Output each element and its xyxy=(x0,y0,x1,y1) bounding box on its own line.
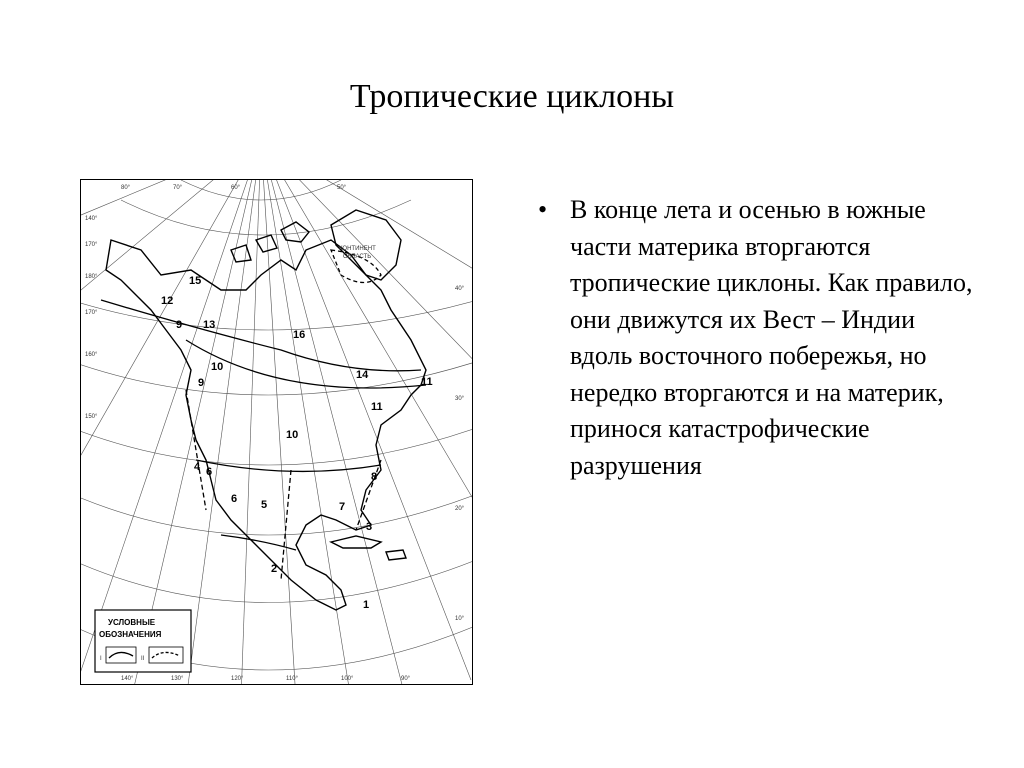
tick-label: 100° xyxy=(341,676,354,682)
region-number: 12 xyxy=(161,295,174,307)
continent-label-line2: ОБЛАСТЬ xyxy=(343,254,372,260)
tick-label: 90° xyxy=(401,676,411,682)
region-number: 6 xyxy=(231,493,238,505)
region-number: 16 xyxy=(293,329,306,341)
region-number: 7 xyxy=(339,501,346,513)
region-numbers xyxy=(161,275,433,611)
region-number: 4 xyxy=(194,461,201,473)
bullet-text: В конце лета и осенью в южные части материка вторгаются тропические циклоны. Как правило, они движутся их Вест – Индии вдоль восточного побережья, но нередко вторгаются и на материк, принося катастрофические разрушения xyxy=(570,195,973,480)
tick-label: 40° xyxy=(455,286,465,292)
tick-label: 70° xyxy=(173,185,183,191)
tick-label: 170° xyxy=(85,310,98,316)
region-number: 9 xyxy=(198,377,205,389)
tick-label: 50° xyxy=(337,185,347,191)
graticule xyxy=(81,180,472,684)
tick-labels xyxy=(85,185,465,682)
map-drawing xyxy=(81,180,472,684)
map-legend xyxy=(95,610,191,672)
tick-label: 180° xyxy=(85,274,98,280)
zone-boundaries xyxy=(101,250,426,580)
tick-label: 10° xyxy=(455,616,465,622)
continent-label-line1: КОНТИНЕНТ xyxy=(339,246,376,252)
region-number: 5 xyxy=(261,499,268,511)
tick-label: 30° xyxy=(455,396,465,402)
tick-label: 130° xyxy=(171,676,184,682)
region-number: 11 xyxy=(421,376,433,388)
tick-label: 160° xyxy=(85,352,98,358)
region-number: 6 xyxy=(206,466,213,478)
region-number: 10 xyxy=(211,361,224,373)
bullet-point xyxy=(538,192,978,484)
tick-label: 60° xyxy=(231,185,241,191)
tick-label: 140° xyxy=(85,216,98,222)
tick-label: 80° xyxy=(121,185,131,191)
region-number: 1 xyxy=(363,599,370,611)
tick-label: 20° xyxy=(455,506,465,512)
tick-label: 140° xyxy=(121,676,134,682)
legend-item2-marker: II xyxy=(141,656,145,662)
tick-label: 120° xyxy=(231,676,244,682)
region-number: 10 xyxy=(286,429,299,441)
tick-label: 170° xyxy=(85,242,98,248)
region-number: 11 xyxy=(371,401,383,413)
region-number: 13 xyxy=(203,319,216,331)
region-number: 8 xyxy=(371,471,378,483)
tick-label: 110° xyxy=(286,676,298,682)
region-number: 2 xyxy=(271,563,278,575)
region-number: 9 xyxy=(176,319,183,331)
bullet-marker: • xyxy=(538,195,548,224)
region-number: 3 xyxy=(366,521,373,533)
slide-title: Тропические циклоны xyxy=(349,78,675,115)
tick-label: 150° xyxy=(85,414,98,420)
legend-item1-marker: I xyxy=(100,656,102,662)
climate-zones-map xyxy=(80,179,473,685)
region-number: 15 xyxy=(189,275,202,287)
region-number: 14 xyxy=(356,369,369,381)
legend-title-line2: ОБОЗНАЧЕНИЯ xyxy=(99,630,162,639)
legend-title-line1: УСЛОВНЫЕ xyxy=(108,618,156,627)
